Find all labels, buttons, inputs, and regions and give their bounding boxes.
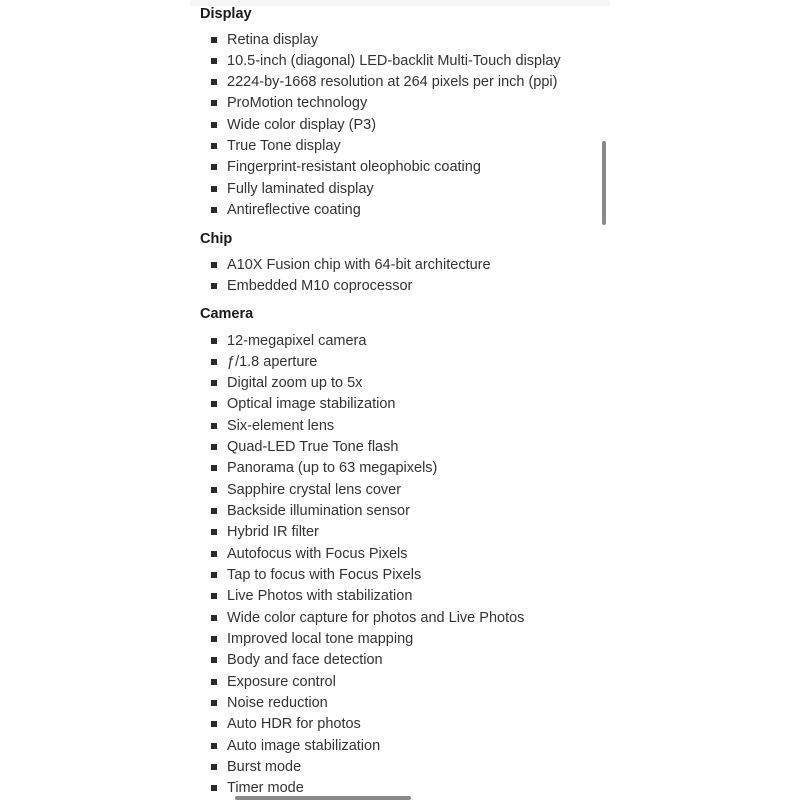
list-item-text: Improved local tone mapping xyxy=(227,631,414,648)
bullet-icon xyxy=(211,58,217,64)
list-item-text: Autofocus with Focus Pixels xyxy=(227,545,408,562)
bullet-icon xyxy=(211,785,217,791)
bullet-icon xyxy=(211,100,217,106)
list-item-text: Noise reduction xyxy=(227,695,328,712)
top-band xyxy=(190,0,610,6)
bullet-icon xyxy=(211,487,217,493)
list-item-text: A10X Fusion chip with 64-bit architecture xyxy=(227,256,491,273)
list-item-text: Backside illumination sensor xyxy=(227,503,410,520)
bullet-icon xyxy=(211,636,217,642)
bullet-icon xyxy=(211,186,217,192)
bullet-icon xyxy=(211,143,217,149)
bullet-icon xyxy=(211,615,217,621)
bullet-icon xyxy=(211,721,217,727)
list-item-text: Panorama (up to 63 megapixels) xyxy=(227,460,438,477)
list-item-text: Antireflective coating xyxy=(227,202,361,219)
bullet-icon xyxy=(211,679,217,685)
list-item-text: 10.5-inch (diagonal) LED-backlit Multi-Touch display xyxy=(227,52,561,69)
vertical-scrollbar[interactable] xyxy=(602,141,606,225)
bullet-icon xyxy=(211,444,217,450)
bullet-icon xyxy=(211,401,217,407)
bullet-icon xyxy=(211,207,217,213)
list-item-text: Optical image stabilization xyxy=(227,396,396,413)
list-item-text: Hybrid IR filter xyxy=(227,524,319,541)
bullet-icon xyxy=(211,593,217,599)
bullet-icon xyxy=(211,283,217,289)
list-item-text: Wide color display (P3) xyxy=(227,116,377,133)
list-item-text: ProMotion technology xyxy=(227,95,368,112)
bullet-icon xyxy=(211,657,217,663)
bullet-icon xyxy=(211,164,217,170)
list-item-text: Auto HDR for photos xyxy=(227,716,361,733)
list-item-text: Timer mode xyxy=(227,780,304,797)
list-item-text: 12-megapixel camera xyxy=(227,332,367,349)
bullet-icon xyxy=(211,508,217,514)
bullet-icon xyxy=(211,423,217,429)
list-item-text: Six-element lens xyxy=(227,417,335,434)
list-item-text: ƒ/1.8 aperture xyxy=(227,353,318,370)
list-item-text: Auto image stabilization xyxy=(227,737,381,754)
section-title-camera: Camera xyxy=(200,306,254,322)
bullet-icon xyxy=(211,465,217,471)
bullet-icon xyxy=(211,359,217,365)
bullet-icon xyxy=(211,743,217,749)
list-item-text: Digital zoom up to 5x xyxy=(227,375,363,392)
bullet-icon xyxy=(211,37,217,43)
list-item-text: 2224-by-1668 resolution at 264 pixels per inch (ppi) xyxy=(227,74,558,91)
list-item-text: Fingerprint-resistant oleophobic coating xyxy=(227,159,481,176)
list-item-text: Retina display xyxy=(227,31,319,48)
section-title-display: Display xyxy=(200,6,252,22)
bullet-icon xyxy=(211,122,217,128)
bullet-icon xyxy=(211,764,217,770)
list-item-text: Exposure control xyxy=(227,673,336,690)
list-item-text: Wide color capture for photos and Live Photos xyxy=(227,609,525,626)
list-item-text: Tap to focus with Focus Pixels xyxy=(227,567,422,584)
bullet-icon xyxy=(211,551,217,557)
list-item-text: Fully laminated display xyxy=(227,180,374,197)
bullet-icon xyxy=(211,380,217,386)
list-item-text: Live Photos with stabilization xyxy=(227,588,413,605)
list-item-text: Quad-LED True Tone flash xyxy=(227,439,399,456)
bullet-icon xyxy=(211,79,217,85)
bullet-icon xyxy=(211,529,217,535)
list-item-text: Embedded M10 coprocessor xyxy=(227,277,413,294)
horizontal-scrollbar[interactable] xyxy=(235,796,411,800)
bullet-icon xyxy=(211,262,217,268)
bullet-icon xyxy=(211,572,217,578)
list-item-text: Body and face detection xyxy=(227,652,383,669)
list-item-text: Burst mode xyxy=(227,759,302,776)
list-item-text: Sapphire crystal lens cover xyxy=(227,481,402,498)
bullet-icon xyxy=(211,338,217,344)
list-item-text: True Tone display xyxy=(227,138,341,155)
section-title-chip: Chip xyxy=(200,231,233,247)
bullet-icon xyxy=(211,700,217,706)
